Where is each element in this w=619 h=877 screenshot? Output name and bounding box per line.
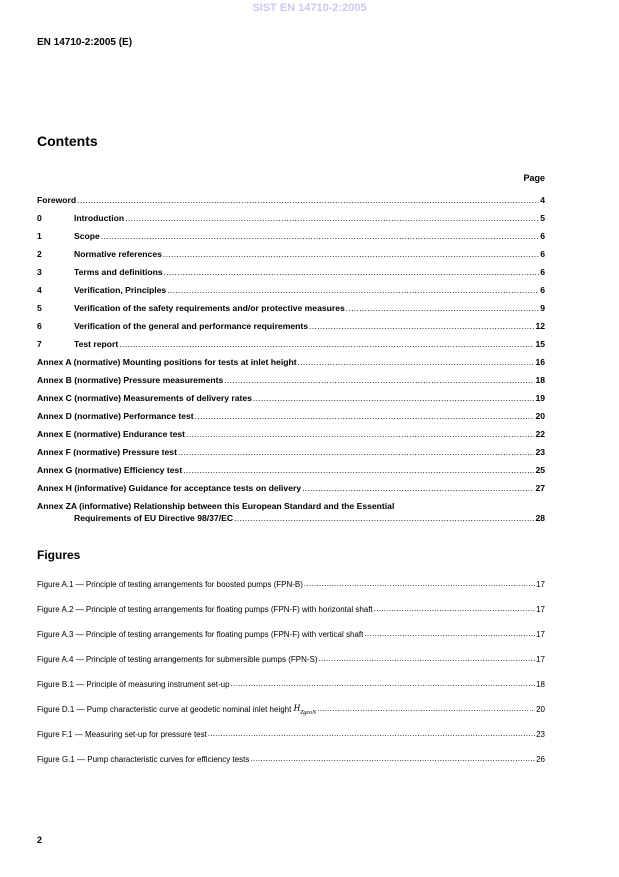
figure-entry[interactable]	[37, 622, 545, 647]
figure-entry[interactable]	[37, 647, 545, 672]
page-number: 2	[37, 835, 43, 845]
dot-leader	[125, 213, 539, 224]
document-header: EN 14710-2:2005 (E)	[37, 37, 133, 48]
figure-entry-page: 17	[536, 605, 545, 614]
figure-entry-page: 26	[536, 755, 545, 764]
toc-entry-title: Annex C (normative) Measurements of delivery rates	[37, 393, 252, 403]
math-symbol: $H_{ZgeoN}$	[293, 703, 317, 716]
dot-leader	[319, 654, 536, 665]
figure-entry-title: Figure D.1 — Pump characteristic curve at geodetic nominal inlet height	[37, 705, 292, 714]
figure-entry-page: 17	[536, 630, 545, 639]
toc-entry-number: 1	[37, 231, 42, 241]
figure-entry-title: Figure F.1 — Measuring set-up for pressure test	[37, 730, 207, 739]
toc-entry[interactable]	[37, 263, 545, 281]
dot-leader	[346, 303, 539, 314]
toc-entry-title: Foreword	[37, 195, 77, 205]
figure-entry-title: Figure A.4 — Principle of testing arrangements for submersible pumps (FPN-S)	[37, 655, 318, 664]
toc-entry[interactable]	[37, 209, 545, 227]
dot-leader	[309, 321, 534, 332]
toc-entry[interactable]	[37, 299, 545, 317]
toc-entry-page: 6	[540, 249, 545, 259]
toc-entry[interactable]	[37, 407, 545, 425]
figures-heading: Figures	[37, 548, 81, 562]
watermark: SIST EN 14710-2:2005	[252, 2, 367, 14]
figure-entry[interactable]	[37, 747, 545, 772]
toc-entry-page: 25	[535, 465, 545, 475]
dot-leader	[101, 231, 539, 242]
figure-entry[interactable]	[37, 672, 545, 697]
list-of-figures	[37, 572, 545, 772]
toc-entry-title: Annex ZA (informative) Relationship between this European Standard and the Essential	[37, 501, 395, 511]
toc-entry-page: 22	[535, 429, 545, 439]
dot-leader	[208, 729, 535, 740]
figure-entry-title: Figure A.2 — Principle of testing arrangements for floating pumps (FPN-F) with horizontal shaft	[37, 605, 373, 614]
figure-entry-page: 17	[536, 580, 545, 589]
toc-entry-title: Annex B (normative) Pressure measurements	[37, 375, 224, 385]
table-of-contents	[37, 191, 545, 524]
toc-entry[interactable]	[37, 191, 545, 209]
toc-entry-number: 6	[37, 321, 42, 331]
dot-leader	[253, 393, 535, 404]
figure-entry-title: Figure B.1 — Principle of measuring instrument set-up	[37, 680, 230, 689]
figure-entry-page: 17	[536, 655, 545, 664]
toc-entry-title: Annex H (informative) Guidance for acceptance tests on delivery	[37, 483, 302, 493]
toc-entry[interactable]	[37, 317, 545, 335]
toc-entry-page: 20	[535, 411, 545, 421]
toc-entry-title: Verification of the general and performance requirements	[74, 321, 309, 331]
toc-entry[interactable]	[37, 500, 545, 524]
toc-entry-page: 5	[540, 213, 545, 223]
toc-entry-title: Verification, Principles	[74, 285, 167, 295]
toc-entry-number: 3	[37, 267, 42, 277]
toc-entry[interactable]	[37, 389, 545, 407]
dot-leader	[77, 195, 539, 206]
toc-entry[interactable]	[37, 227, 545, 245]
contents-heading: Contents	[37, 133, 98, 149]
toc-entry-title: Test report	[74, 339, 119, 349]
toc-entry-page: 23	[535, 447, 545, 457]
dot-leader	[302, 483, 534, 494]
toc-entry-page: 6	[540, 267, 545, 277]
toc-entry-page: 18	[535, 375, 545, 385]
toc-entry[interactable]	[37, 425, 545, 443]
toc-entry[interactable]	[37, 443, 545, 461]
toc-entry-page: 16	[535, 357, 545, 367]
toc-entry-title: Annex G (normative) Efficiency test	[37, 465, 183, 475]
dot-leader	[374, 604, 535, 615]
dot-leader	[224, 375, 534, 386]
dot-leader	[234, 513, 534, 524]
toc-entry-title: Terms and definitions	[74, 267, 163, 277]
toc-entry-page: 6	[540, 231, 545, 241]
toc-entry-title: Scope	[74, 231, 100, 241]
toc-entry[interactable]	[37, 335, 545, 353]
toc-entry[interactable]	[37, 281, 545, 299]
toc-entry-page: 15	[535, 339, 545, 349]
figure-entry-title: Figure A.3 — Principle of testing arrangements for floating pumps (FPN-F) with vertical shaft	[37, 630, 364, 639]
toc-entry-number: 0	[37, 213, 42, 223]
toc-entry-page: 12	[535, 321, 545, 331]
toc-entry-title: Annex A (normative) Mounting positions for tests at inlet height	[37, 357, 297, 367]
dot-leader	[250, 754, 535, 765]
toc-entry-title: Annex E (normative) Endurance test	[37, 429, 186, 439]
dot-leader	[164, 267, 540, 278]
figure-entry-title: Figure G.1 — Pump characteristic curves for efficiency tests	[37, 755, 250, 764]
toc-entry[interactable]	[37, 245, 545, 263]
dot-leader	[304, 579, 535, 590]
toc-entry-number: 4	[37, 285, 42, 295]
dot-leader	[195, 411, 535, 422]
dot-leader	[178, 447, 535, 458]
figure-entry-page: 23	[536, 730, 545, 739]
toc-entry[interactable]	[37, 479, 545, 497]
dot-leader	[183, 465, 534, 476]
toc-entry-page: 4	[540, 195, 545, 205]
toc-entry-title: Normative references	[74, 249, 162, 259]
figure-entry-page: 20	[536, 705, 545, 714]
toc-entry[interactable]	[37, 371, 545, 389]
toc-entry-title: Verification of the safety requirements and/or protective measures	[74, 303, 345, 313]
page-column-label: Page	[523, 173, 545, 183]
dot-leader	[163, 249, 539, 260]
figure-entry-title: Figure A.1 — Principle of testing arrangements for boosted pumps (FPN-B)	[37, 580, 303, 589]
toc-entry-page: 19	[535, 393, 545, 403]
toc-entry[interactable]	[37, 461, 545, 479]
toc-entry-page: 27	[535, 483, 545, 493]
figure-entry[interactable]	[37, 697, 545, 722]
figure-entry[interactable]	[37, 572, 545, 597]
dot-leader	[298, 357, 535, 368]
dot-leader	[364, 629, 535, 640]
dot-leader	[317, 704, 535, 715]
dot-leader	[167, 285, 539, 296]
toc-entry-title-continued: Requirements of EU Directive 98/37/EC	[74, 513, 234, 523]
figure-entry[interactable]	[37, 597, 545, 622]
toc-entry-number: 7	[37, 339, 42, 349]
toc-entry-title: Annex D (normative) Performance test	[37, 411, 194, 421]
dot-leader	[231, 679, 536, 690]
toc-entry-page: 28	[535, 513, 545, 523]
dot-leader	[186, 429, 534, 440]
figure-entry[interactable]	[37, 722, 545, 747]
toc-entry-number: 5	[37, 303, 42, 313]
toc-entry-page: 9	[540, 303, 545, 313]
toc-entry-title: Annex F (normative) Pressure test	[37, 447, 177, 457]
figure-entry-page: 18	[536, 680, 545, 689]
dot-leader	[119, 339, 534, 350]
toc-entry[interactable]	[37, 353, 545, 371]
toc-entry-number: 2	[37, 249, 42, 259]
toc-entry-title: Introduction	[74, 213, 125, 223]
toc-entry-page: 6	[540, 285, 545, 295]
